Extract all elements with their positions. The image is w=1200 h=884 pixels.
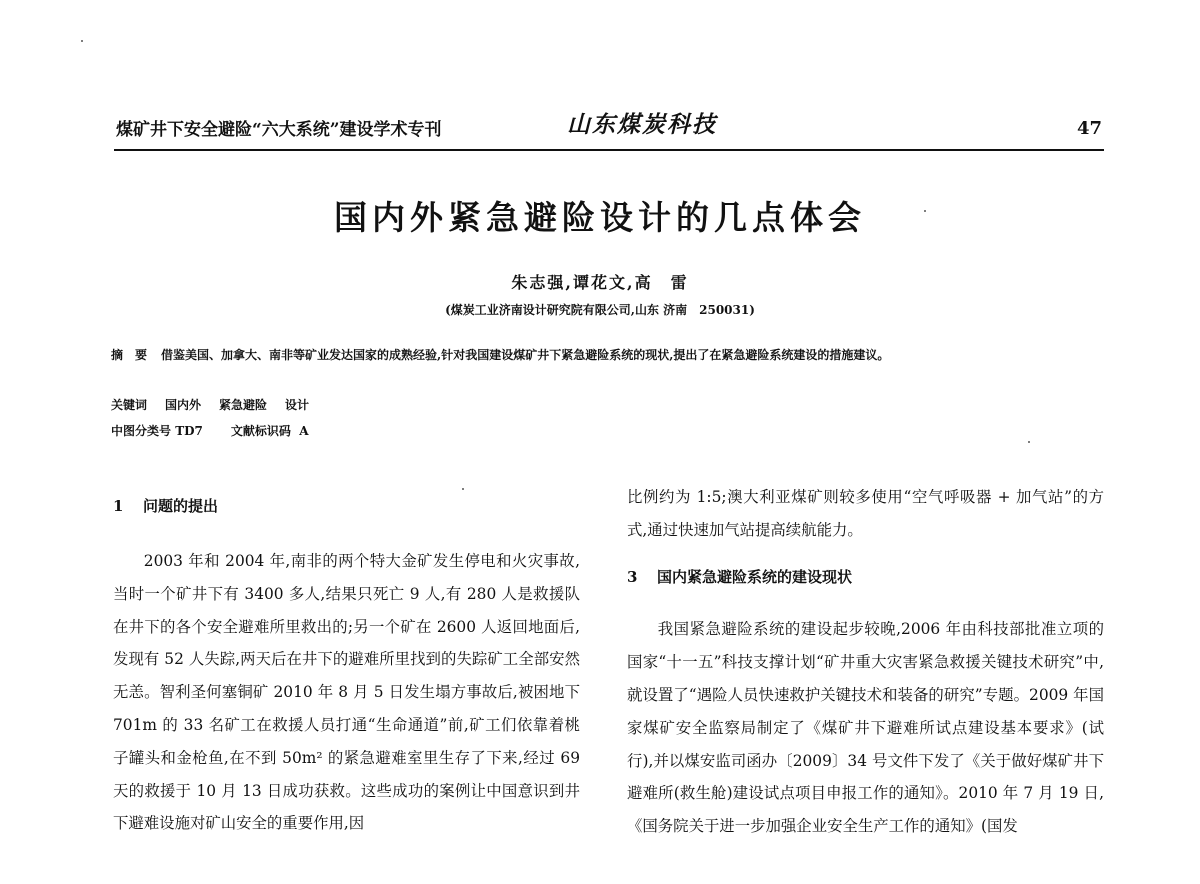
journal-logo: 山东煤炭科技 <box>567 111 717 138</box>
classification-line <box>111 422 309 439</box>
article-title: 国内外紧急避险设计的几点体会 <box>334 198 866 237</box>
abstract-label: 摘 要 <box>111 348 148 362</box>
section-title: 国内紧急避险系统的建设现状 <box>657 567 853 586</box>
keyword-item: 设计 <box>285 398 310 412</box>
abstract-text: 借鉴美国、加拿大、南非等矿业发达国家的成熟经验,针对我国建设煤矿井下紧急避险系统的现状,提出了在紧急避险系统建设的措施建议。 <box>161 348 890 362</box>
keywords-label: 关键词 <box>111 398 148 412</box>
keywords-line <box>111 396 309 413</box>
scan-speck <box>924 210 926 212</box>
page-number: 47 <box>1076 118 1102 139</box>
left-column <box>113 545 580 840</box>
keyword-item: 紧急避险 <box>219 398 268 412</box>
abstract <box>111 343 1108 367</box>
article-authors: 朱志强,谭花文,高 雷 <box>511 273 689 292</box>
section-number: 1 <box>113 497 124 515</box>
section-heading-1 <box>113 495 218 516</box>
running-header: 煤矿井下安全避险“六大系统”建设学术专刊 <box>116 120 442 140</box>
continued-paragraph: 比例约为 1:5;澳大利亚煤矿则较多使用“空气呼吸器 + 加气站”的方式,通过快速加气站提高续航能力。 <box>627 488 1104 539</box>
clc-value: TD7 <box>175 424 203 438</box>
doc-code-label: 文献标识码 <box>230 424 291 438</box>
scan-speck <box>462 488 464 490</box>
scan-speck <box>81 40 83 42</box>
section-number: 3 <box>627 567 638 586</box>
doc-code-value: A <box>299 424 309 438</box>
clc-label: 中图分类号 <box>111 424 172 438</box>
scan-speck <box>1028 441 1030 443</box>
section-3-paragraph: 我国紧急避险系统的建设起步较晚,2006 年由科技部批准立项的国家“十一五”科技支撑计划“矿井重大灾害紧急救援关键技术研究”中,就设置了“遇险人员快速救护关键技术和装备的研究”专题。2009 年国家煤矿安全监察局制定了《煤矿井下避难所试点建设基本要求》(试行),并以煤安监司函办〔2009〕34 号文件下发了《关于做好煤矿井下避难所(救生舱)建设试点项目申报工作的通知》。2010 年 7 月 19 日,《国务院关于进一步加强企业安全生产工作的通知》(国发 <box>627 620 1104 836</box>
header-rule <box>114 149 1104 151</box>
section-title: 问题的提出 <box>143 497 219 515</box>
right-column <box>627 481 1104 843</box>
section-1-paragraph: 2003 年和 2004 年,南非的两个特大金矿发生停电和火灾事故,当时一个矿井下有 3400 多人,结果只死亡 9 人,有 280 人是救援队在井下的各个安全避难所里救出的;另一个矿在 2600 人返回地面后,发现有 52 人失踪,两天后在井下的避难所里找到的失踪矿工全部安然无恙。智利圣何塞铜矿 2010 年 8 月 5 日发生塌方事故后,被困地下 701m 的 33 名矿工在救援人员打通“生命通道”前,矿工们依靠着桃子罐头和金枪鱼,在不到 50m² 的紧急避难室里生存了下来,经过 69 天的救援于 10 月 13 日成功获救。这些成功的案例让中国意识到井下避难设施对矿山安全的重要作用,因 <box>113 552 580 833</box>
article-affiliation: (煤炭工业济南设计研究院有限公司,山东 济南 250031) <box>445 303 755 317</box>
keyword-item: 国内外 <box>165 398 202 412</box>
section-heading-3 <box>627 561 1104 594</box>
